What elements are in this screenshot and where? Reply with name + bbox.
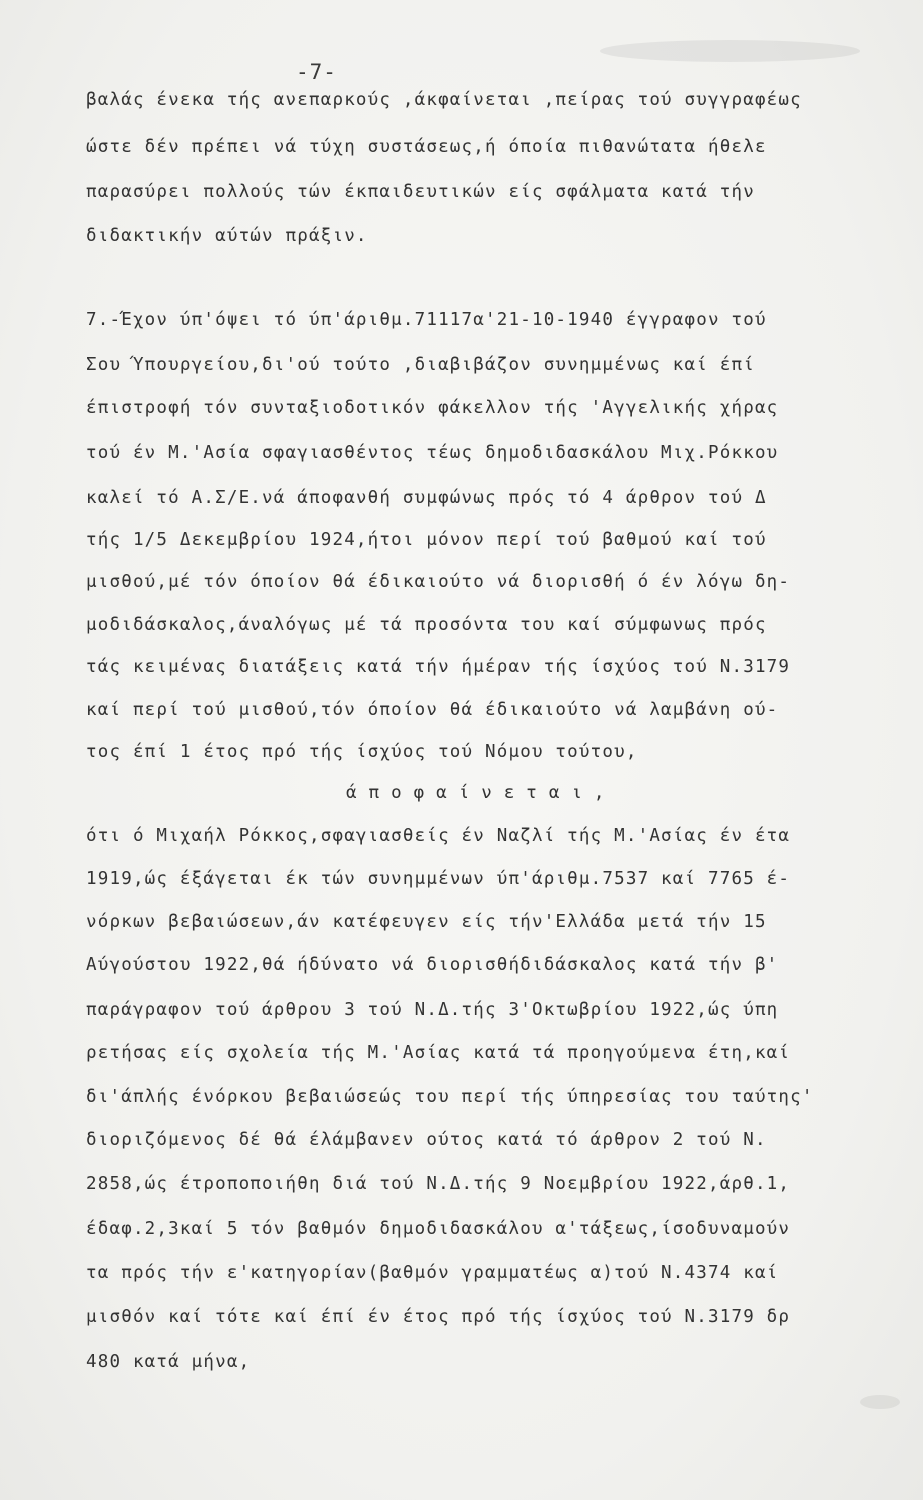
text-line: βαλάς ένεκα τής ανεπαρκούς ,άκφαίνεται ,πείρας τού συγγραφέως bbox=[86, 90, 802, 110]
text-line: τα πρός τήν ε'κατηγορίαν(βαθμόν γραμματέως α)τού Ν.4374 καί bbox=[86, 1263, 779, 1283]
text-line: διοριζόμενος δέ θά έλάμβανεν ούτος κατά τό άρθρον 2 τού Ν. bbox=[86, 1130, 767, 1150]
text-line: παράγραφον τού άρθρου 3 τού Ν.Δ.τής 3'Οκτωβρίου 1922,ώς ύπη bbox=[86, 1000, 779, 1020]
text-line: τάς κειμένας διατάξεις κατά τήν ήμέραν τής ίσχύος τού Ν.3179 bbox=[86, 657, 791, 677]
text-line: 480 κατά μήνα, bbox=[86, 1352, 251, 1372]
text-line: ότι ό Μιχαήλ Ρόκκος,σφαγιασθείς έν Ναζλί τής Μ.'Ασίας έν έτα bbox=[86, 826, 791, 846]
text-line: διδακτικήν αύτών πράξιν. bbox=[86, 226, 368, 246]
text-line: μισθού,μέ τόν όποίον θά έδικαιούτο νά διορισθή ό έν λόγω δη- bbox=[86, 572, 791, 592]
text-line: καί περί τού μισθού,τόν όποίον θά έδικαιούτο νά λαμβάνη ού- bbox=[86, 700, 779, 720]
text-line: 7.-Έχον ύπ'όψει τό ύπ'άριθμ.71117α'21-10-1940 έγγραφον τού bbox=[86, 310, 767, 330]
text-line: έδαφ.2,3καί 5 τόν βαθμόν δημοδιδασκάλου α'τάξεως,ίσοδυναμούν bbox=[86, 1219, 791, 1239]
text-line: Αύγούστου 1922,θά ήδύνατο νά διορισθήδιδάσκαλος κατά τήν β' bbox=[86, 955, 779, 975]
text-line: τής 1/5 Δεκεμβρίου 1924,ήτοι μόνον περί τού βαθμού καί τού bbox=[86, 530, 767, 550]
text-line: 2858,ώς έτροποποιήθη διά τού Ν.Δ.τής 9 Νοεμβρίου 1922,άρθ.1, bbox=[86, 1174, 791, 1194]
scan-smudge bbox=[600, 40, 860, 62]
text-line: μοδιδάσκαλος,άναλόγως μέ τά προσόντα του καί σύμφωνως πρός bbox=[86, 615, 767, 635]
text-line: τού έν Μ.'Ασία σφαγιασθέντος τέως δημοδιδασκάλου Μιχ.Ρόκκου bbox=[86, 443, 779, 463]
ruling-heading: άποφαίνεται, bbox=[346, 783, 617, 803]
text-line: 1919,ώς έξάγεται έκ τών συνημμένων ύπ'άριθμ.7537 καί 7765 έ- bbox=[86, 869, 791, 889]
text-line: Σου Ύπουργείου,δι'ού τούτο ,διαβιβάζον συνημμένως καί έπί bbox=[86, 355, 755, 375]
text-line: έπιστροφή τόν συνταξιοδοτικόν φάκελλον τής 'Αγγελικής χήρας bbox=[86, 398, 779, 418]
text-line: δι'άπλής ένόρκου βεβαιώσεώς του περί τής ύπηρεσίας του ταύτης' bbox=[86, 1087, 814, 1107]
text-line: παρασύρει πολλούς τών έκπαιδευτικών είς σφάλματα κατά τήν bbox=[86, 182, 755, 202]
text-line: ώστε δέν πρέπει νά τύχη συστάσεως,ή όποία πιθανώτατα ήθελε bbox=[86, 137, 767, 157]
text-line: μισθόν καί τότε καί έπί έν έτος πρό τής ίσχύος τού Ν.3179 δρ bbox=[86, 1307, 791, 1327]
text-line: τος έπί 1 έτος πρό τής ίσχύος τού Νόμου τούτου, bbox=[86, 742, 638, 762]
text-line: νόρκων βεβαιώσεων,άν κατέφευγεν είς τήν'Ελλάδα μετά τήν 15 bbox=[86, 912, 767, 932]
text-line: ρετήσας είς σχολεία τής Μ.'Ασίας κατά τά προηγούμενα έτη,καί bbox=[86, 1043, 791, 1063]
page-number: -7- bbox=[296, 60, 337, 84]
text-line: καλεί τό Α.Σ/Ε.νά άποφανθή συμφώνως πρός τό 4 άρθρον τού Δ bbox=[86, 488, 767, 508]
scan-smudge bbox=[860, 1395, 900, 1409]
